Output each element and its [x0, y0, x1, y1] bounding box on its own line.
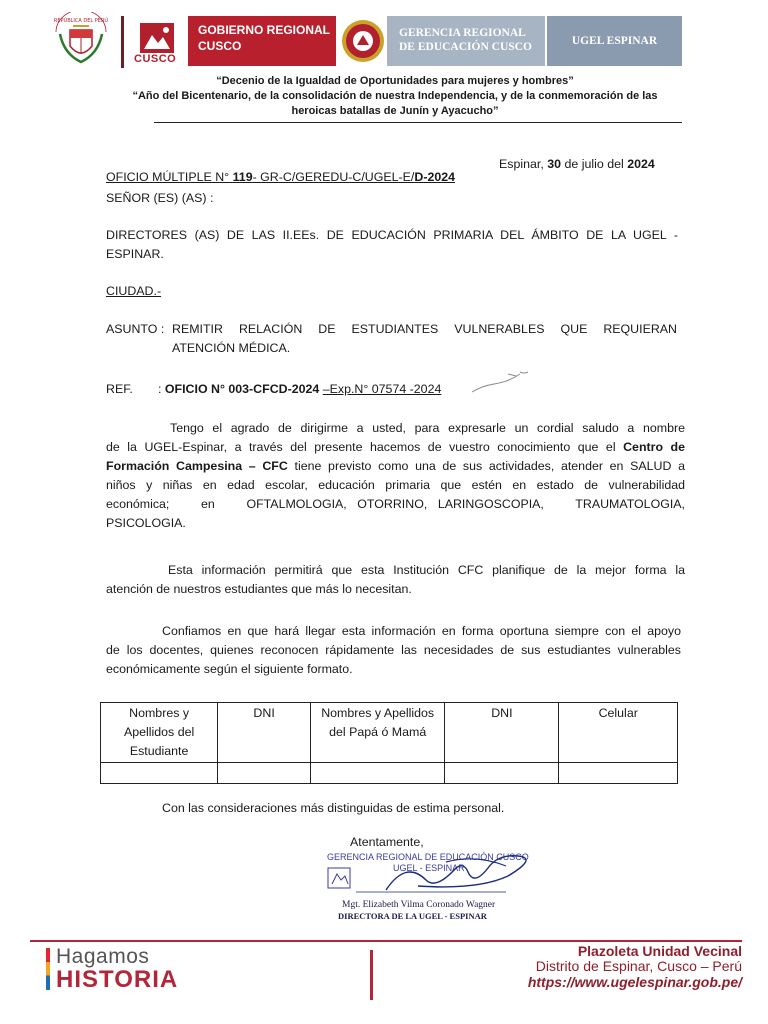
- stamp-line2: UGEL - ESPINAR: [393, 863, 465, 873]
- footer-brand-line2: HISTORIA: [56, 966, 179, 993]
- motto-line2: “Año del Bicentenario, de la consolidación de nuestra Independencia, y de la conmemoración de las: [132, 90, 658, 102]
- header-divider: [121, 16, 124, 68]
- date-year: 2024: [627, 157, 655, 171]
- closing-line: Con las consideraciones más distinguidas de estima personal.: [162, 801, 505, 815]
- gerencia-line1: GERENCIA REGIONAL: [399, 27, 526, 39]
- letterhead: [48, 12, 748, 70]
- p1-line4: niños y niñas en edad escolar, educación primaria que estén en estado de vulnerabilidad: [106, 478, 685, 492]
- paragraph-2: [106, 561, 685, 599]
- date-prefix: Espinar,: [499, 157, 544, 171]
- footer-divider: [370, 950, 373, 1000]
- p1-line1: Tengo el agrado de dirigirme a usted, para expresarle un cordial saludo a nombre: [170, 421, 685, 435]
- ugel-seal-icon: [340, 16, 386, 66]
- p2-line1: Esta información permitirá que esta Institución CFC planifique de la mejor forma la: [168, 563, 685, 577]
- atentamente: Atentamente,: [350, 835, 424, 849]
- gerencia-line2: DE EDUCACIÓN CUSCO: [399, 41, 532, 53]
- gobierno-line1: GOBIERNO REGIONAL: [198, 23, 331, 37]
- p1-line2: [106, 438, 685, 457]
- footer-address-line1: Plazoleta Unidad Vecinal: [577, 943, 742, 959]
- recipient: [106, 226, 678, 264]
- signer-title: DIRECTORA DE LA UGEL - ESPINAR: [338, 911, 487, 921]
- col-student-name: Nombres y Apellidos del Estudiante: [101, 703, 218, 763]
- p1-line3: [106, 457, 685, 476]
- ref-expediente: –Exp.N° 07574 -2024: [322, 382, 442, 396]
- footer-website-link[interactable]: https://www.ugelespinar.gob.pe/: [527, 974, 742, 990]
- asunto-text: [172, 320, 677, 358]
- table-cell[interactable]: [445, 763, 559, 784]
- oficio-reference: [106, 168, 455, 187]
- table-header-row: [101, 703, 678, 763]
- p1-line2-text: de la UGEL-Espinar, a través del presente hacemos de vuestro conocimiento que el: [106, 440, 616, 454]
- date-mid: de julio del: [564, 157, 624, 171]
- footer-address-line2: Distrito de Espinar, Cusco – Perú: [535, 958, 742, 974]
- motto-line3: heroicas batallas de Junín y Ayacucho”: [291, 105, 499, 117]
- recipient-line2: ESPINAR.: [106, 247, 164, 261]
- ink-mark-icon: [468, 368, 538, 398]
- footer-rule: [30, 940, 742, 942]
- col-phone: Celular: [559, 703, 678, 763]
- oficio-prefix: OFICIO MÚLTIPLE N°: [106, 170, 230, 184]
- table-cell[interactable]: [310, 763, 444, 784]
- col-student-dni: DNI: [218, 703, 311, 763]
- ciudad-label: CIUDAD.-: [106, 284, 162, 298]
- gobierno-regional-banner: [188, 16, 336, 66]
- p2-line2: atención de nuestros estudiantes que más lo necesitan.: [106, 582, 412, 596]
- centro-de-label: Centro de: [623, 440, 686, 454]
- p1-line5: económica; en OFTALMOLOGIA, OTORRINO, LARINGOSCOPIA, TRAUMATOLOGIA,: [106, 497, 685, 511]
- p1-line6: PSICOLOGIA.: [106, 516, 186, 530]
- table-cell[interactable]: [101, 763, 218, 784]
- date-day: 30: [547, 157, 562, 171]
- asunto-label: ASUNTO :: [106, 322, 165, 336]
- gobierno-line2: CUSCO: [198, 39, 242, 53]
- peru-coat-of-arms-icon: [48, 12, 114, 70]
- ref-colon: :: [158, 382, 162, 396]
- signer-name: Mgt. Elizabeth Vilma Coronado Wagner: [342, 900, 496, 910]
- p3-line2: de los docentes, quienes reconocen rápidamente las necesidades de sus estudiantes vulnerables: [106, 643, 681, 657]
- col-parent-dni: DNI: [445, 703, 559, 763]
- oficio-mid: - GR-C/GEREDU-C/UGEL-E/: [252, 170, 415, 184]
- oficio-number: 119: [232, 170, 253, 184]
- table-row: [101, 763, 678, 784]
- p3-line1: Confiamos en que hará llegar esta información en forma oportuna siempre con el apoyo: [162, 624, 681, 638]
- motto-line1: “Decenio de la Igualdad de Oportunidades para mujeres y hombres”: [216, 75, 574, 87]
- asunto-line2: ATENCIÓN MÉDICA.: [172, 341, 291, 355]
- table-cell[interactable]: [559, 763, 678, 784]
- cfc-label: Formación Campesina – CFC: [106, 459, 288, 473]
- peru-seal-text: REPÚBLICA DEL PERÚ: [53, 18, 109, 24]
- ref-text: [158, 380, 441, 399]
- paragraph-3: [106, 622, 681, 679]
- stamp-line1: GERENCIA REGIONAL DE EDUCACIÓN CUSCO: [327, 852, 529, 862]
- recipient-line1: DIRECTORES (AS) DE LAS II.EEs. DE EDUCACIÓN PRIMARIA DEL ÁMBITO DE LA UGEL -: [106, 228, 678, 242]
- salutation: SEÑOR (ES) (AS) :: [106, 191, 214, 205]
- p1-line3-text: tiene previsto como una de sus actividades, atender en SALUD a: [294, 459, 685, 473]
- document-date: [499, 155, 655, 174]
- asunto-line1: REMITIR RELACIÓN DE ESTUDIANTES VULNERABLES QUE REQUIERAN: [172, 322, 677, 336]
- mottos: [100, 74, 690, 119]
- paragraph-1: [106, 419, 685, 533]
- cusco-logo-label: CUSCO: [134, 53, 177, 65]
- ugel-espinar-banner: UGEL ESPINAR: [547, 16, 682, 66]
- ref-label: REF.: [106, 382, 133, 396]
- p3-line3: económicamente según el siguiente formato.: [106, 662, 353, 676]
- table-cell[interactable]: [218, 763, 311, 784]
- col-parent-name: Nombres y Apellidos del Papá ó Mamá: [310, 703, 444, 763]
- student-format-table: [100, 702, 678, 784]
- header-rule: [154, 122, 682, 123]
- ref-oficio: OFICIO N° 003-CFCD-2024: [164, 382, 320, 396]
- oficio-suffix: D-2024: [414, 170, 456, 184]
- hagamos-historia-color-bar: [46, 948, 50, 990]
- footer-brand-line1: Hagamos: [56, 945, 150, 968]
- gerencia-regional-banner: [387, 16, 545, 66]
